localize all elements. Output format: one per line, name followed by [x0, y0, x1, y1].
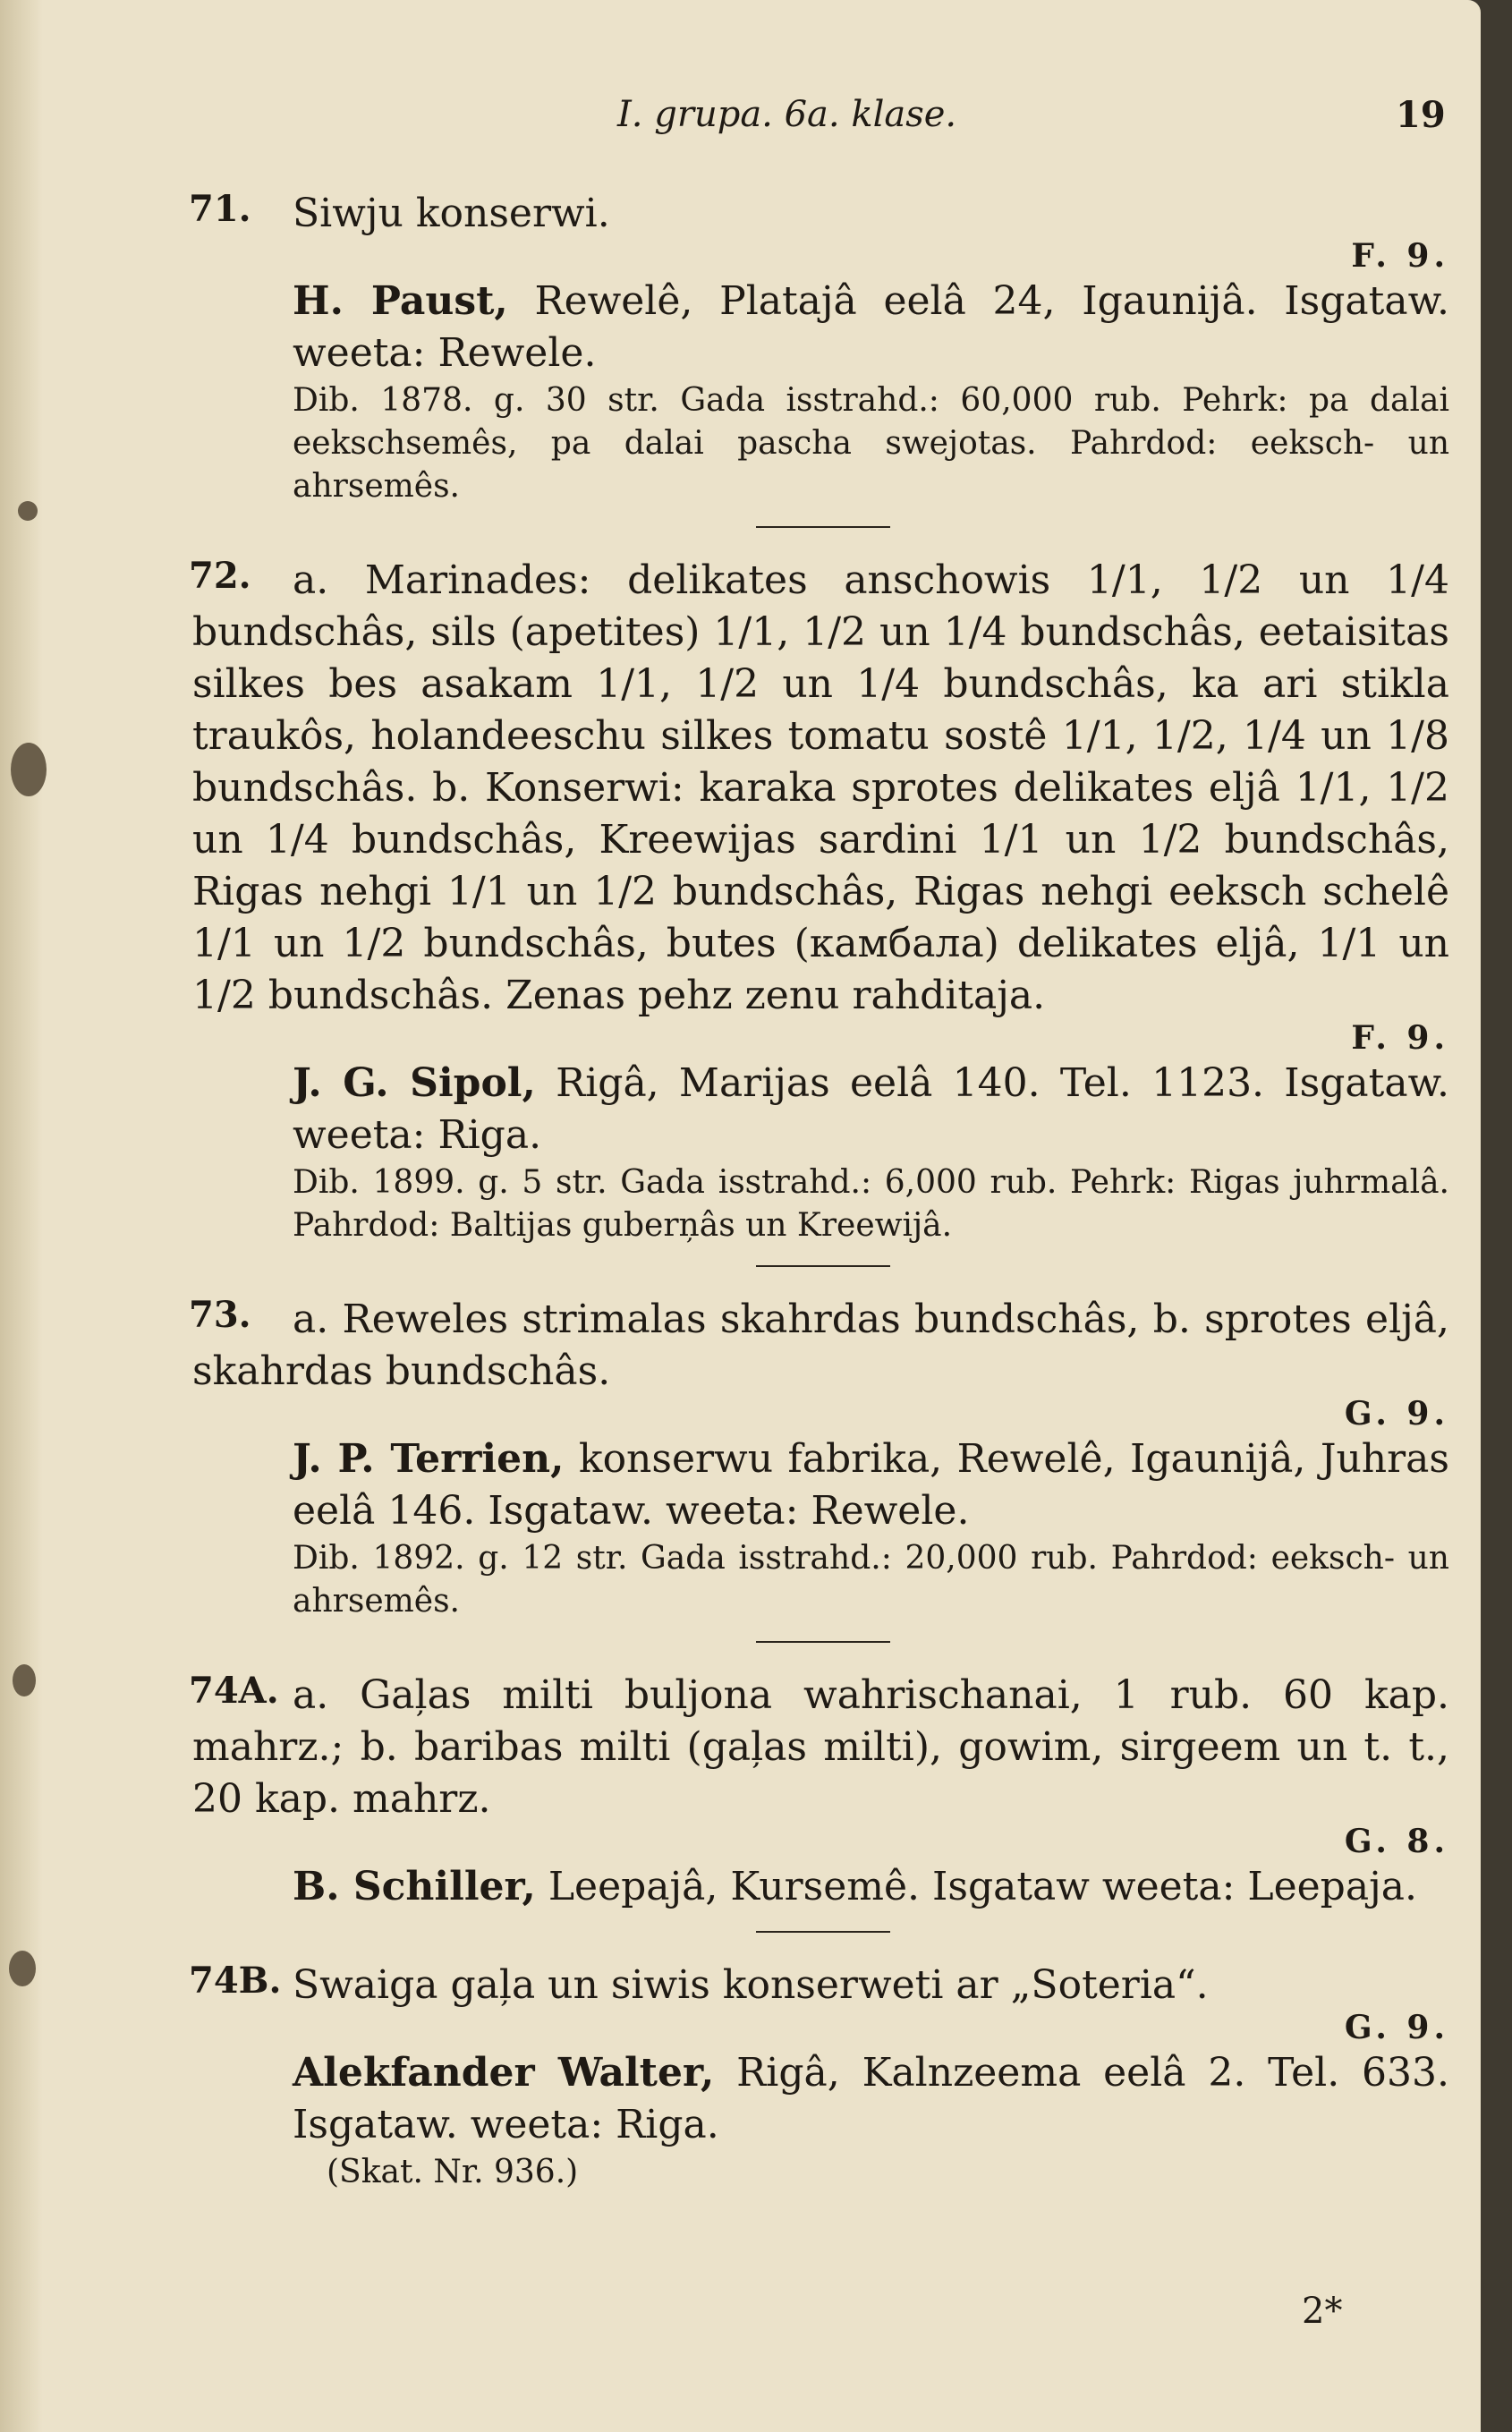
- binding-hole: [9, 1951, 36, 1986]
- divider: [756, 1931, 890, 1933]
- entry-maker: [293, 2047, 1449, 2151]
- maker-name: J. G. Sipol,: [293, 1060, 536, 1106]
- binding-hole: [13, 1664, 36, 1696]
- maker-details: konserwu fabrika, Rewelê, Igaunijâ, Juhras eelâ 146. Isgataw. weeta: Rewele.: [293, 1436, 1449, 1534]
- running-header: [0, 94, 1481, 148]
- entry-grade: F. 9.: [1351, 237, 1449, 275]
- entry-grade: F. 9.: [1351, 1019, 1449, 1057]
- entry-74b: [189, 1960, 1450, 2194]
- entry-number: 71.: [189, 188, 251, 230]
- page-number: 19: [1396, 94, 1446, 136]
- entry-72: [189, 555, 1449, 1247]
- entry-number: 74B.: [189, 1960, 282, 2002]
- page-content: [189, 188, 1450, 2194]
- maker-name: B. Schiller,: [293, 1864, 536, 1909]
- entry-maker: [293, 1861, 1449, 1913]
- maker-details: Rewelê, Platajâ eelâ 24, Igaunijâ. Isgataw. weeta: Rewele.: [293, 278, 1449, 376]
- entry-description: a. Gaļas milti buljona wahrischanai, 1 rub. 60 kap. mahrz.; b. baribas milti (gaļas milti), gowim, sirgeem un t. t., 20 kap. mahrz.: [192, 1672, 1449, 1822]
- maker-details: Rigâ, Kalnzeema eelâ 2. Tel. 633. Isgataw. weeta: Riga.: [293, 2050, 1450, 2147]
- entry-description: a. Reweles strimalas skahrdas bundschâs, b. sprotes eljâ, skahrdas bundschâs.: [192, 1297, 1449, 1394]
- header-section: I. grupa. 6a. klase.: [617, 94, 957, 135]
- maker-name: H. Paust,: [293, 278, 508, 324]
- entry-number: 73.: [189, 1294, 251, 1336]
- divider: [756, 1641, 890, 1643]
- entry-grade: G. 9.: [1344, 2009, 1449, 2046]
- entry-grade: G. 9.: [1344, 1395, 1449, 1433]
- catalog-reference: (Skat. Nr. 936.): [327, 2154, 579, 2190]
- entry-note: Dib. 1878. g. 30 str. Gada isstrahd.: 60,000 rub. Pehrk: pa dalai eekschsemês, pa dalai pascha swejotas. Pahrdod: eeksch- un ahrsemês.: [293, 382, 1449, 505]
- entry-maker: [293, 276, 1449, 379]
- entry-maker: [293, 1433, 1449, 1537]
- binding-hole: [11, 743, 47, 796]
- entry-description: Siwju konserwi.: [293, 191, 610, 236]
- entry-note: Dib. 1892. g. 12 str. Gada isstrahd.: 20,000 rub. Pahrdod: eeksch- un ahrsemês.: [293, 1540, 1449, 1620]
- entry-73: [189, 1294, 1449, 1623]
- entry-description: a. Marinades: delikates anschowis 1/1, 1/2 un 1/4 bundschâs, sils (apetites) 1/1, 1/2 un 1/4 bundschâs, eetaisitas silkes bes asakam 1/1, 1/2 un 1/4 bundschâs, ka ari stikla traukôs, holandeeschu silkes tomatu sostê 1/1, 1/2, 1/4 un 1/8 bundschâs. b. Konserwi: karaka sprotes delikates eljâ 1/1, 1/2 un 1/4 bundschâs, Kreewijas sardini 1/1 un 1/2 bundschâs, Rigas nehgi 1/1 un 1/2 bundschâs, Rigas nehgi eeksch schelê 1/1 un 1/2 bundschâs, butes (камбала) delikates eljâ, 1/1 un 1/2 bundschâs. Zenas pehz zenu rahditaja.: [192, 557, 1449, 1018]
- entry-number: 72.: [189, 555, 251, 597]
- entry-71: [189, 188, 1449, 508]
- maker-details: Rigâ, Marijas eelâ 140. Tel. 1123. Isgataw. weeta: Riga.: [293, 1060, 1449, 1158]
- maker-name: J. P. Terrien,: [293, 1436, 565, 1482]
- entry-74a: [189, 1670, 1449, 1913]
- binding-hole: [18, 501, 38, 521]
- signature-mark: 2*: [1302, 2291, 1343, 2332]
- entry-description: Swaiga gaļa un siwis konserweti ar „Soteria“.: [293, 1962, 1209, 2008]
- maker-details: Leepajâ, Kursemê. Isgataw weeta: Leepaja.: [548, 1864, 1417, 1909]
- entry-maker: [293, 1058, 1449, 1161]
- entry-note: Dib. 1899. g. 5 str. Gada isstrahd.: 6,000 rub. Pehrk: Rigas juhrmalâ. Pahrdod: Baltijas guberņâs un Kreewijâ.: [293, 1164, 1449, 1244]
- divider: [756, 1265, 890, 1267]
- divider: [756, 526, 890, 528]
- maker-name: Alekfander Walter,: [293, 2050, 715, 2096]
- entry-number: 74A.: [189, 1670, 279, 1712]
- entry-grade: G. 8.: [1344, 1823, 1449, 1860]
- binding-edge: [0, 0, 43, 2432]
